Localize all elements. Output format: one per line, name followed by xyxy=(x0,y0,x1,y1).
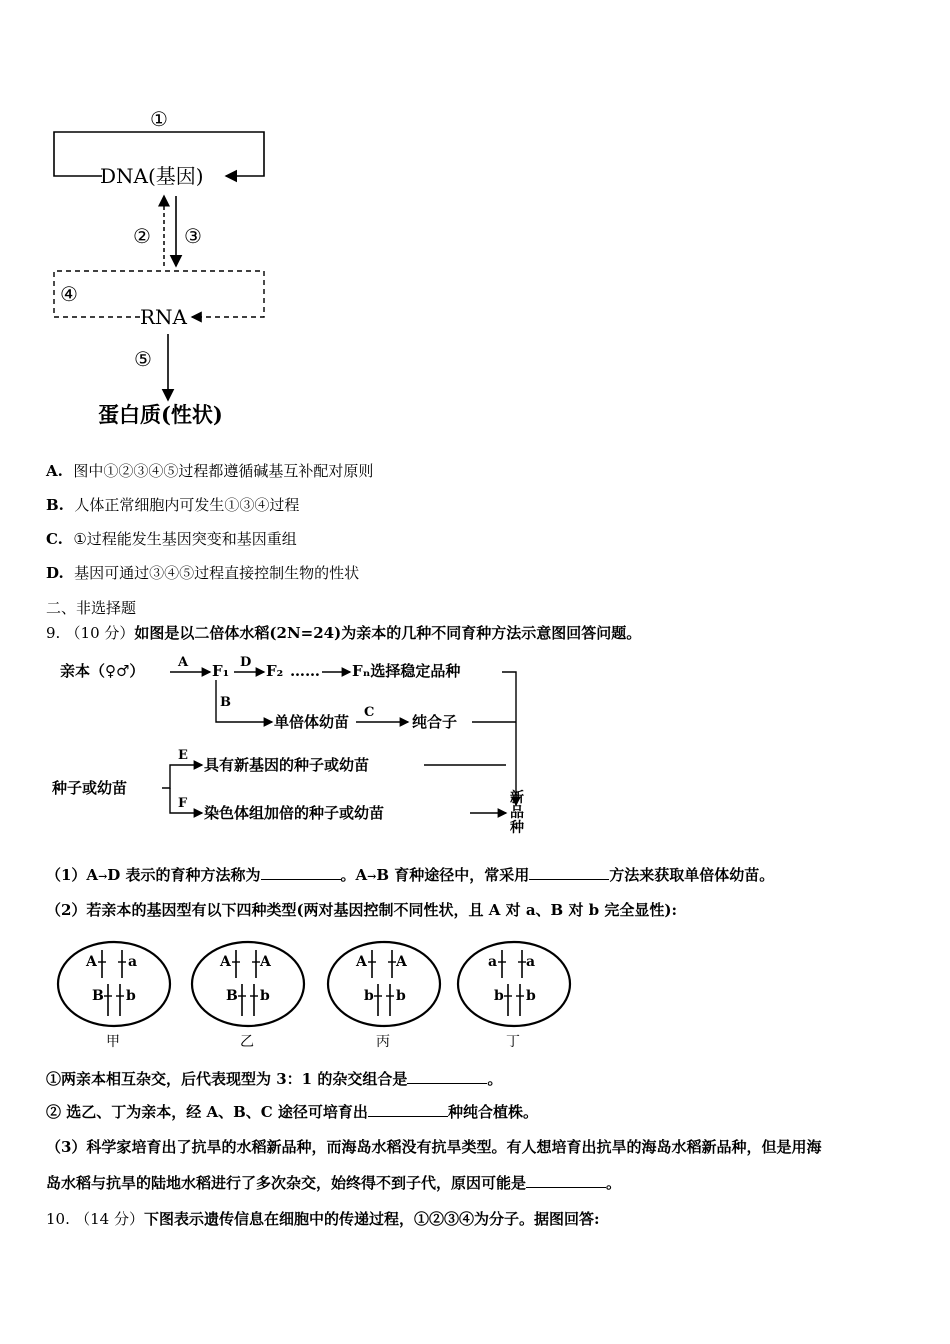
answer-blank-3[interactable] xyxy=(407,1069,487,1084)
label-f: F xyxy=(178,796,188,811)
q10-stem-text: 下图表示遗传信息在细胞中的传递过程，①②③④为分子。据图回答: xyxy=(143,1210,600,1228)
new-variety-1: 新 xyxy=(510,790,524,806)
cell-bing-name: 丙 xyxy=(376,1034,390,1050)
q9-sub2-end: 种纯合植株。 xyxy=(447,1103,538,1121)
answer-blank-1[interactable] xyxy=(261,865,341,880)
q9-p1-g: 方法来获取单倍体幼苗。 xyxy=(609,866,775,884)
q9-sub1 xyxy=(46,1068,502,1089)
q9-stem-text: 如图是以二倍体水稻(2N=24)为亲本的几种不同育种方法示意图回答问题。 xyxy=(134,624,642,642)
cell-yi-name: 乙 xyxy=(240,1034,254,1050)
q9-sub1-end: 。 xyxy=(487,1070,503,1088)
marker-5: ⑤ xyxy=(134,347,152,371)
cell-bing-bottom-left: b xyxy=(364,988,374,1004)
breeding-diagram xyxy=(46,650,546,840)
cell-ding-top-left: a xyxy=(488,954,498,970)
seed-label: 种子或幼苗 xyxy=(52,779,128,797)
q9-p1-c: D 表示的育种方法称为 xyxy=(107,866,261,884)
q9-p1-arrow1: → xyxy=(98,870,108,883)
marker-1: ① xyxy=(150,107,168,131)
q9-part1 xyxy=(46,864,774,885)
dna-label: DNA(基因) xyxy=(100,164,204,188)
option-d-text: 基因可通过③④⑤过程直接控制生物的性状 xyxy=(74,564,360,582)
cell-ding-name: 丁 xyxy=(506,1034,520,1050)
rna-label: RNA xyxy=(140,305,188,329)
option-c-text: ①过程能发生基因突变和基因重组 xyxy=(73,530,297,548)
cell-jia-top-left: A xyxy=(86,954,97,970)
cell-jia-bottom-right: b xyxy=(126,988,136,1004)
q9-score: （10 分） xyxy=(65,624,135,642)
dots: …… xyxy=(290,662,320,680)
answer-blank-5[interactable] xyxy=(526,1173,606,1188)
protein-label: 蛋白质(性状) xyxy=(98,402,223,427)
cell-bing-top-right: A xyxy=(396,954,407,970)
cell-ding-top-right: a xyxy=(526,954,536,970)
q9-part2: （2）若亲本的基因型有以下四种类型(两对基因控制不同性状，且 A 对 a、B 对 b 完全显性): xyxy=(46,901,678,919)
central-dogma-diagram xyxy=(40,100,280,440)
q10-stem xyxy=(46,1208,600,1229)
q9-stem xyxy=(46,622,641,643)
option-a xyxy=(46,460,373,481)
answer-blank-2[interactable] xyxy=(529,865,609,880)
seed-branch-line xyxy=(162,765,202,788)
q9-part3-line2 xyxy=(46,1172,621,1193)
label-d: D xyxy=(240,655,252,670)
pure-label: 纯合子 xyxy=(412,713,458,731)
label-c: C xyxy=(364,705,375,720)
option-b xyxy=(46,494,299,515)
option-d-letter: D. xyxy=(46,564,64,582)
fn-select-label: Fₙ选择稳定品种 xyxy=(352,662,461,680)
q9-sub1-text: ①两亲本相互杂交，后代表现型为 3：1 的杂交组合是 xyxy=(46,1070,408,1088)
section-title: 二、非选择题 xyxy=(46,599,137,617)
q9-sub2-text: ② 选乙、丁为亲本，经 A、B、C 途径可培育出 xyxy=(46,1103,368,1121)
new-variety-3: 种 xyxy=(510,820,524,836)
cell-ding-bottom-left: b xyxy=(494,988,504,1004)
cell-jia-bottom-left: B xyxy=(92,988,104,1004)
cell-bing xyxy=(328,942,440,1050)
parent-label: 亲本（♀♂） xyxy=(60,662,145,680)
marker-4: ④ xyxy=(60,282,78,306)
cell-ding xyxy=(458,942,570,1050)
option-a-letter: A. xyxy=(46,462,63,480)
cell-jia xyxy=(58,942,170,1050)
q9-p1-arrow2: → xyxy=(367,870,377,883)
cell-jia-name: 甲 xyxy=(106,1034,120,1050)
option-d xyxy=(46,562,359,583)
f2-label: F₂ xyxy=(266,662,284,680)
doubled-label: 染色体组加倍的种子或幼苗 xyxy=(204,804,385,822)
option-b-text: 人体正常细胞内可发生①③④过程 xyxy=(74,496,300,514)
option-c-letter: C. xyxy=(46,530,63,548)
f1-label: F₁ xyxy=(212,662,230,680)
option-b-letter: B. xyxy=(46,496,64,514)
cell-bing-bottom-right: b xyxy=(396,988,406,1004)
q10-number: 10. xyxy=(46,1210,70,1228)
q9-part3-end: 。 xyxy=(606,1174,622,1192)
answer-blank-4[interactable] xyxy=(368,1102,448,1117)
cell-yi xyxy=(192,942,304,1050)
option-a-text: 图中①②③④⑤过程都遵循碱基互补配对原则 xyxy=(73,462,374,480)
new-variety-2: 品 xyxy=(510,805,524,821)
genotype-cells xyxy=(50,936,590,1056)
q10-score: （14 分） xyxy=(75,1210,144,1228)
label-a: A xyxy=(178,655,189,670)
cell-yi-bottom-right: b xyxy=(260,988,270,1004)
label-b: B xyxy=(220,695,231,710)
cell-ding-bottom-right: b xyxy=(526,988,536,1004)
cell-yi-top-left: A xyxy=(220,954,231,970)
q9-p1-f: B 育种途径中，常采用 xyxy=(376,866,530,884)
marker-2: ② xyxy=(133,224,151,248)
q9-part3-text: 岛水稻与抗旱的陆地水稻进行了多次杂交，始终得不到子代，原因可能是 xyxy=(46,1174,527,1192)
q9-number: 9. xyxy=(46,624,61,642)
cell-bing-top-left: A xyxy=(356,954,367,970)
cell-jia-top-right: a xyxy=(128,954,138,970)
q9-sub2 xyxy=(46,1101,538,1122)
q9-p1-a: （1）A xyxy=(46,866,99,884)
right-collector-line xyxy=(502,672,516,805)
haploid-label: 单倍体幼苗 xyxy=(274,713,350,731)
cell-yi-top-right: A xyxy=(260,954,271,970)
option-c xyxy=(46,528,297,549)
label-e: E xyxy=(178,748,188,763)
cell-yi-bottom-left: B xyxy=(226,988,238,1004)
marker-3: ③ xyxy=(184,224,202,248)
q9-part3-line1: （3）科学家培育出了抗旱的水稻新品种，而海岛水稻没有抗旱类型。有人想培育出抗旱的海岛水稻新品种，但是用海 xyxy=(46,1138,822,1156)
new-gene-label: 具有新基因的种子或幼苗 xyxy=(204,756,370,774)
q9-p1-d: 。A xyxy=(340,866,368,884)
